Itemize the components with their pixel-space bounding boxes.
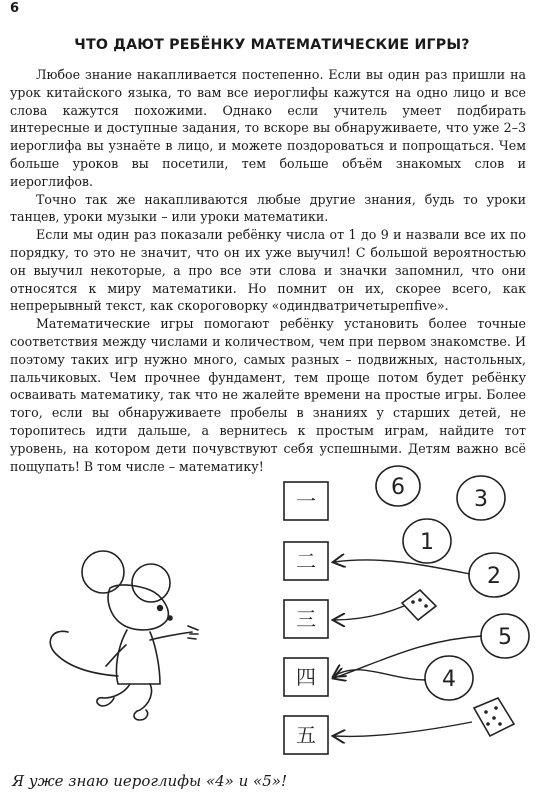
hieroglyph-label: 三 [296, 607, 316, 631]
arrow-2-to-card [334, 560, 470, 574]
paragraph: Любое знание накапливается постепенно. Если вы один раз пришли на урок китайского языка, то вам все иероглифы кажутся на одно лицо и все слова кажутся похожими. Однако если учитель умеет подбирать интересные и доступные задания, то вскоре вы обнаруживаете, что уже 2–3 иероглифа вы узнаёте в лицо, и можете поздороваться и попрощаться. Чем больше уроков вы посетили, тем больше объём знакомых слов и иероглифов. [10, 67, 526, 189]
hieroglyph-label: 五 [296, 723, 316, 747]
mouse-drawing [50, 551, 198, 720]
number-label: 6 [391, 475, 405, 500]
mouse-arm [106, 645, 126, 666]
mouse-ear-icon [132, 564, 170, 602]
mouse-eye-icon [158, 606, 163, 611]
hieroglyph-label: 一 [296, 489, 316, 513]
mouse-leg [97, 684, 130, 706]
number-label: 1 [420, 530, 434, 555]
number-label: 3 [474, 487, 488, 512]
number-label: 5 [498, 625, 512, 650]
arrow-5-to-card [334, 636, 482, 678]
paragraph: Точно так же накапливаются любые другие знания, будь то уроки танцев, уроки музыки – или уроки математики. [10, 191, 526, 225]
page-title: ЧТО ДАЮТ РЕБЁНКУ МАТЕМАТИЧЕСКИЕ ИГРЫ? [74, 37, 470, 53]
matching-illustration [0, 440, 544, 770]
number-label: 2 [487, 564, 501, 589]
arrow-4-to-card [334, 670, 426, 680]
mouse-nose-icon [168, 616, 172, 620]
page-number: 6 [10, 1, 20, 16]
mouse-tail [50, 631, 118, 676]
dice-card-icon [402, 590, 436, 620]
number-label: 4 [442, 667, 456, 692]
arrow-dice-to-card [334, 722, 472, 736]
paragraph: Математические игры помогают ребёнку установить более точные соответствия между числами и количеством, чем при первом знакомстве. И поэтому таких игр нужно много, самых разных – подвижных, настольных, пальчиковых. Чем прочнее фундамент, тем проще потом будет ребёнку осваивать математику, так что не жалейте времени на простые игры. Более того, если вы обнаруживаете пробелы в знаниях у старших детей, не торопитесь идти дальше, а вернитесь к простым играм, найдите тот уровень, на котором дети почувствуют себя успешными. Детям важно всё пощупать! В том числе – математику! [10, 316, 526, 474]
mouse-ear-icon [82, 551, 124, 593]
mouse-body [116, 630, 160, 684]
illustration-caption: Я уже знаю иероглифы «4» и «5»! [12, 772, 287, 790]
body-text [10, 66, 526, 475]
arrow-dice-to-card [334, 606, 404, 620]
mouse-leg [134, 684, 152, 720]
hieroglyph-label: 四 [296, 665, 316, 689]
hieroglyph-label: 二 [296, 549, 316, 573]
paragraph: Если мы один раз показали ребёнку числа от 1 до 9 и назвали все их по порядку, то это не значит, что он их уже выучил! С большой вероятностью он выучил некоторые, а про все эти слова и значки запомнил, что они относятся к миру математики. Но помнит он их, скорее всего, как непрерывный текст, как скороговорку «одиндватричетырепfive». [10, 227, 526, 314]
